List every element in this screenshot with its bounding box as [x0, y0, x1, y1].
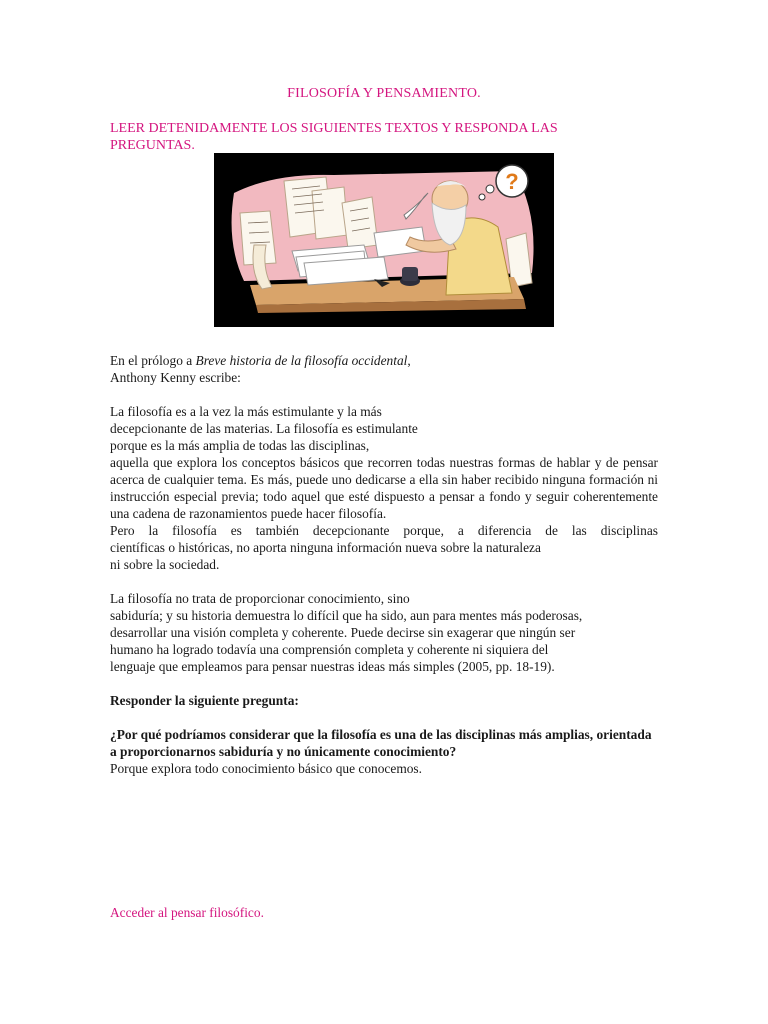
instruction-text: LEER DETENIDAMENTE LOS SIGUIENTES TEXTOS Y RESPONDA LAS PREGUNTAS.: [110, 121, 558, 153]
document-title: FILOSOFÍA Y PENSAMIENTO.: [287, 86, 481, 101]
para1-line-3: porque es la más amplia de todas las disciplinas,: [110, 438, 370, 453]
question-heading: Responder la siguiente pregunta:: [110, 693, 299, 708]
para2-line-1: Pero la filosofía es también decepcionante porque, a diferencia de las disciplinas: [110, 523, 658, 538]
para3-line-2: sabiduría; y su historia demuestra lo difícil que ha sido, aun para mentes más poderosas,: [110, 608, 583, 623]
intro-line-1: [110, 352, 658, 369]
footer-link[interactable]: Acceder al pensar filosófico.: [110, 905, 264, 920]
para3-line-3: desarrollar una visión completa y coherente. Puede decirse sin exagerar que ningún ser: [110, 625, 576, 640]
intro-line-2: Anthony Kenny escribe:: [110, 370, 241, 385]
intro-prefix: En el prólogo a: [110, 353, 196, 368]
article-body: [110, 352, 658, 777]
intro-suffix: ,: [407, 353, 411, 368]
para2-line-2: científicas o históricas, no aporta ninguna información nueva sobre la naturaleza: [110, 540, 541, 555]
question-mark: ?: [505, 169, 519, 194]
philosopher-writing-illustration-icon: [214, 153, 554, 327]
para2-line-3: ni sobre la sociedad.: [110, 557, 220, 572]
answer-text: Porque explora todo conocimiento básico que conocemos.: [110, 761, 422, 776]
para1-rest: aquella que explora los conceptos básicos que recorren todas nuestras formas de hablar y de pensar acerca de cualquier tema. Es más, puede uno dedicarse a ella sin haber recibido ninguna formación ni instrucción especial previa; todo aquel que esté dispuesto a pensar a fondo y seguir coherentemente una cadena de razonamientos puede hacer filosofía.: [110, 455, 658, 521]
philosopher-illustration: [214, 153, 554, 327]
para1-line-1: La filosofía es a la vez la más estimulante y la más: [110, 404, 382, 419]
question-text: ¿Por qué podríamos considerar que la filosofía es una de las disciplinas más amplias, orientada a proporcionarnos sabiduría y no únicamente conocimiento?: [110, 727, 652, 759]
para3-line-4: humano ha logrado todavía una comprensión completa y coherente ni siquiera del: [110, 642, 549, 657]
para3-line-5: lenguaje que empleamos para pensar nuestras ideas más simples (2005, pp. 18-19).: [110, 659, 555, 674]
book-title: Breve historia de la filosofía occidental: [195, 353, 408, 368]
para3-line-1: La filosofía no trata de proporcionar conocimiento, sino: [110, 591, 410, 606]
para1-line-2: decepcionante de las materias. La filosofía es estimulante: [110, 421, 418, 436]
